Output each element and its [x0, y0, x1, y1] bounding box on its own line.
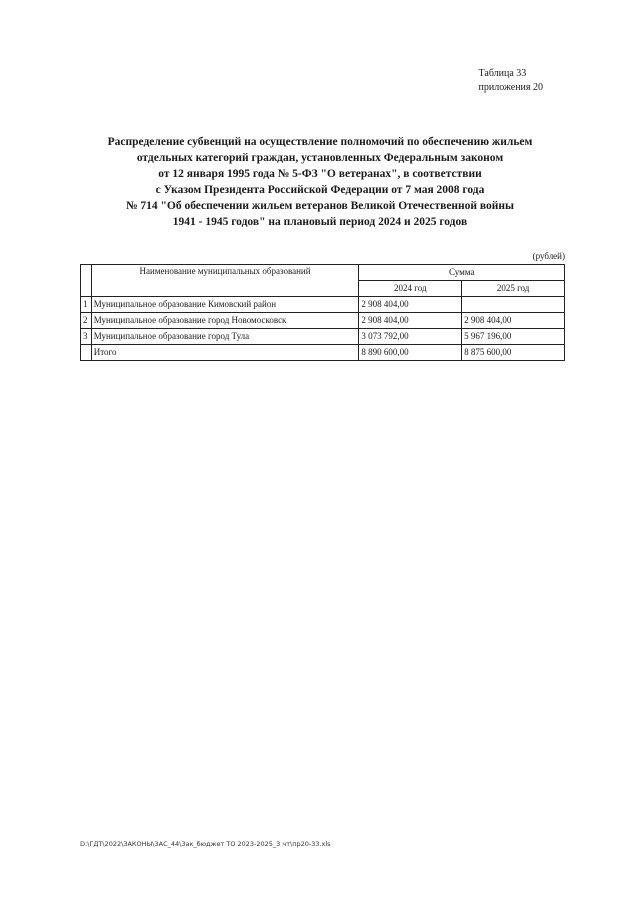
title-line: № 714 "Об обеспечении жильем ветеранов Великой Отечественной войны: [125, 200, 515, 212]
file-path-footer: D:\ГДТ\2022\ЗАКОНЫ\ЗАС_44\Зак_бюджет ТО 2023-2025_3 чт\пр20-33.xls: [80, 840, 331, 848]
table-row: [81, 297, 565, 313]
title-line: с Указом Президента Российской Федерации от 7 мая 2008 года: [155, 184, 485, 196]
header-year-2025: 2025 год: [462, 281, 565, 297]
document-title: [60, 134, 580, 230]
total-value-2024: 8 890 600,00: [359, 345, 462, 361]
row-number: 1: [81, 297, 92, 313]
table-row: [81, 329, 565, 345]
row-number: 3: [81, 329, 92, 345]
row-value-2024: 2 908 404,00: [359, 313, 462, 329]
row-value-2025: 2 908 404,00: [462, 313, 565, 329]
row-value-2024: 2 908 404,00: [359, 297, 462, 313]
annex-appendix-number: приложения 20: [478, 82, 543, 93]
title-line: Распределение субвенций на осуществление полномочий по обеспечению жильем: [107, 136, 533, 148]
row-value-2025: 5 967 196,00: [462, 329, 565, 345]
units-label: (рублей): [532, 251, 565, 261]
total-number: [81, 345, 92, 361]
table-header-row: [81, 265, 565, 281]
header-sum-cell: Сумма: [359, 265, 565, 281]
row-value-2025: [462, 297, 565, 313]
annex-reference: [479, 67, 543, 95]
row-name: Муниципальное образование город Тула: [91, 329, 359, 345]
header-year-2024: 2024 год: [359, 281, 462, 297]
title-line: 1941 - 1945 годов" на плановый период 2024 и 2025 годов: [172, 216, 468, 228]
title-line: отдельных категорий граждан, установленных Федеральным законом: [136, 152, 504, 164]
header-number-cell: [81, 265, 92, 297]
total-value-2025: 8 875 600,00: [462, 345, 565, 361]
row-name: Муниципальное образование город Новомосковск: [91, 313, 359, 329]
annex-table-number: Таблица 33: [478, 68, 527, 79]
row-name: Муниципальное образование Кимовский район: [91, 297, 359, 313]
header-name-cell: Наименование муниципальных образований: [91, 265, 359, 297]
row-number: 2: [81, 313, 92, 329]
subvention-table: [80, 264, 565, 361]
table-total-row: [81, 345, 565, 361]
total-label: Итого: [91, 345, 359, 361]
table-row: [81, 313, 565, 329]
title-line: от 12 января 1995 года № 5-ФЗ "О ветеранах", в соответствии: [158, 168, 482, 180]
row-value-2024: 3 073 792,00: [359, 329, 462, 345]
